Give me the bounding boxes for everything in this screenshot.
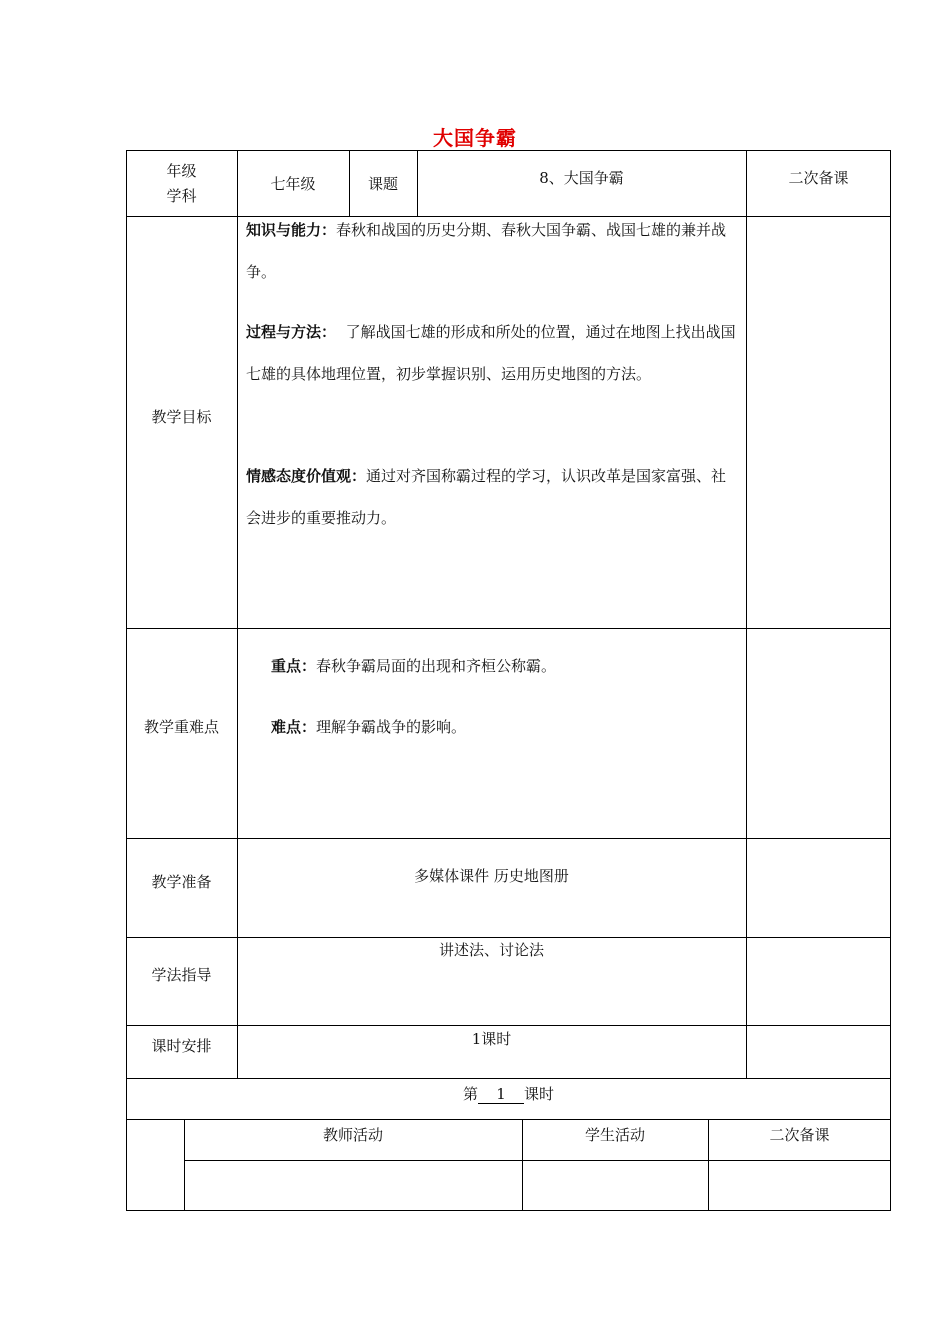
preparation-value: 多媒体课件 历史地图册 bbox=[414, 867, 569, 885]
lesson-number bbox=[126, 1084, 891, 1104]
document-title: 大国争霸 bbox=[433, 126, 517, 150]
difficult-text: 理解争霸战争的影响。 bbox=[316, 718, 467, 736]
lesson-plan-table bbox=[126, 150, 891, 1211]
knowledge-objective bbox=[246, 209, 741, 293]
method-value: 讲述法、讨论法 bbox=[438, 941, 544, 959]
grade-value: 七年级 bbox=[270, 175, 316, 193]
topic-label: 课题 bbox=[367, 175, 398, 193]
difficult-point bbox=[271, 717, 466, 737]
grade-label: 年级 bbox=[166, 162, 197, 180]
key-text: 春秋争霸局面的出现和齐桓公称霸。 bbox=[316, 657, 557, 675]
second-prep-activity-header: 二次备课 bbox=[769, 1126, 830, 1144]
key-points-label: 教学重难点 bbox=[143, 718, 219, 736]
process-text: 了解战国七雄的形成和所处的位置，通过在地图上找出战国七雄的具体地理位置，初步掌握识别、运用历史地图的方法。 bbox=[246, 323, 736, 383]
emotion-objective bbox=[246, 455, 741, 539]
teacher-activity-header: 教师活动 bbox=[322, 1126, 383, 1144]
emotion-label: 情感态度价值观： bbox=[246, 467, 367, 485]
second-prep-header: 二次备课 bbox=[788, 169, 849, 187]
process-label: 过程与方法： bbox=[246, 323, 337, 341]
key-point bbox=[271, 656, 556, 676]
emotion-text: 通过对齐国称霸过程的学习，认识改革是国家富强、社会进步的重要推动力。 bbox=[246, 467, 727, 527]
lesson-prefix: 第 bbox=[462, 1085, 478, 1103]
process-objective bbox=[246, 311, 741, 395]
method-label: 学法指导 bbox=[151, 966, 212, 984]
lesson-suffix: 课时 bbox=[524, 1085, 555, 1103]
knowledge-text: 春秋和战国的历史分期、春秋大国争霸、战国七雄的兼并战争。 bbox=[246, 221, 727, 281]
key-label: 重点： bbox=[271, 657, 317, 675]
subject-label: 学科 bbox=[166, 187, 197, 205]
lesson-number-value: 1 bbox=[478, 1085, 524, 1104]
topic-value: 8、大国争霸 bbox=[539, 169, 624, 187]
knowledge-label: 知识与能力： bbox=[246, 221, 337, 239]
objectives-label: 教学目标 bbox=[151, 408, 212, 426]
schedule-value: 1课时 bbox=[471, 1030, 512, 1048]
preparation-label: 教学准备 bbox=[151, 873, 212, 891]
schedule-label: 课时安排 bbox=[151, 1037, 212, 1055]
student-activity-header: 学生活动 bbox=[584, 1126, 645, 1144]
difficult-label: 难点： bbox=[271, 718, 317, 736]
